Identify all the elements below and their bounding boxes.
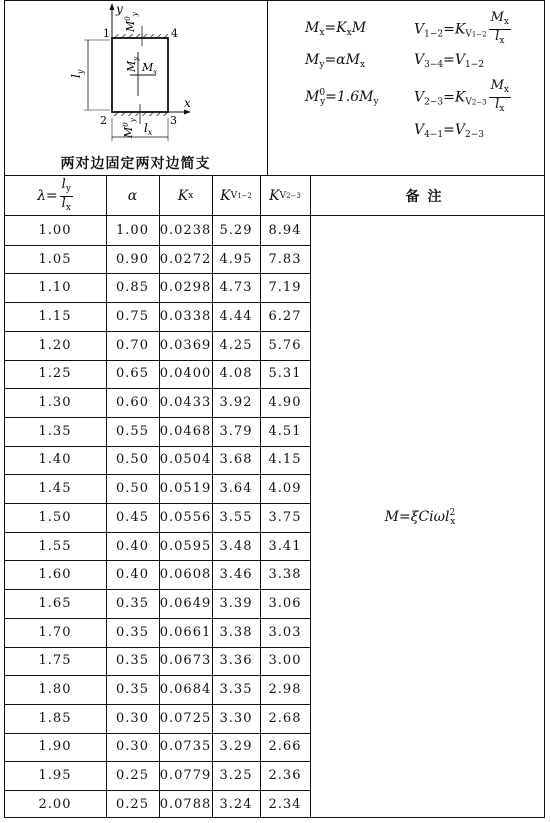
axis-y-label: y (116, 2, 123, 16)
cell-alpha: 0.65 (116, 366, 149, 382)
moment-top-label: M (124, 20, 137, 32)
corner-2-label: 2 (100, 114, 107, 127)
cell-alpha: 0.85 (116, 280, 149, 296)
x-axis-arrow-icon (184, 110, 191, 115)
cell-kv23: 2.36 (268, 768, 302, 784)
divider-top-vertical (267, 0, 268, 176)
cell-kv12: 3.68 (219, 452, 253, 468)
cell-lambda: 1.40 (38, 452, 72, 468)
cell-lambda: 1.55 (38, 538, 72, 554)
svg-text:My (125, 56, 140, 73)
cell-kv12: 3.35 (219, 682, 253, 698)
moment-my-sub: y (132, 56, 140, 61)
cell-kv12: 3.38 (219, 624, 253, 640)
cell-lambda: 1.05 (38, 251, 72, 267)
formula-mx: $M_x=K_xM$ (305, 20, 367, 38)
cell-kv23: 2.34 (268, 796, 302, 812)
cell-lambda: 1.50 (38, 509, 72, 525)
plate-diagram (60, 0, 210, 150)
cell-kx: 0.0238 (159, 222, 212, 238)
cell-kx: 0.0608 (159, 567, 212, 583)
cell-kx: 0.0504 (159, 452, 212, 468)
moment-bottom-edge (122, 104, 140, 139)
cell-alpha: 0.60 (116, 395, 149, 411)
cell-lambda: 1.10 (38, 280, 72, 296)
formula-my: $M_y=\alpha M_x$ (305, 52, 366, 70)
y-axis-arrow-icon (110, 3, 115, 10)
cell-kv12: 4.25 (219, 337, 253, 353)
cell-lambda: 1.75 (38, 653, 72, 669)
cell-alpha: 0.40 (116, 567, 149, 583)
cell-alpha: 0.35 (116, 624, 149, 640)
cell-kx: 0.0661 (159, 624, 212, 640)
svg-text:lx (144, 121, 153, 137)
moment-top-sub: y (131, 12, 139, 17)
ly-sub: y (76, 69, 85, 75)
svg-text:ly (69, 69, 85, 78)
cell-kx: 0.0369 (159, 337, 212, 353)
cell-kx: 0.0272 (159, 251, 212, 267)
formula-my0: $M^0_y=1.6M_y$ (305, 88, 379, 107)
cell-kv12: 3.64 (219, 481, 253, 497)
cell-kx: 0.0673 (159, 653, 212, 669)
moment-bottom-label: M (122, 126, 135, 138)
moment-top-sup: 0 (124, 16, 132, 21)
cell-alpha: 0.50 (116, 481, 149, 497)
cell-alpha: 0.35 (116, 653, 149, 669)
formula-v12: $V_{1-2}=K_{V1-2}$ $\frac{M_x}{l_x}$ (414, 10, 509, 46)
cell-kv23: 7.83 (268, 251, 302, 267)
cell-alpha: 0.75 (116, 308, 149, 324)
corner-4-label: 4 (171, 27, 178, 40)
remarks-formula: M=ξCiωl$^2_x$ (384, 508, 456, 527)
cell-kv12: 4.44 (219, 308, 253, 324)
cell-kv23: 3.38 (268, 567, 302, 583)
cell-kv12: 3.46 (219, 567, 253, 583)
cell-lambda: 1.70 (38, 624, 72, 640)
cell-alpha: 0.25 (116, 768, 149, 784)
cell-kv23: 4.51 (268, 423, 302, 439)
cell-kv23: 3.75 (268, 509, 302, 525)
cell-kv23: 4.09 (268, 481, 302, 497)
cell-kv23: 5.76 (268, 337, 302, 353)
corner-1-label: 1 (103, 27, 110, 40)
cell-kx: 0.0298 (159, 280, 212, 296)
cell-kx: 0.0338 (159, 308, 212, 324)
cell-kx: 0.0649 (159, 595, 212, 611)
cell-kv12: 4.95 (219, 251, 253, 267)
cell-kv23: 6.27 (268, 308, 302, 324)
cell-kv12: 3.24 (219, 796, 253, 812)
cell-kv23: 2.66 (268, 739, 302, 755)
cell-kv23: 3.03 (268, 624, 302, 640)
axis-x-label: x (184, 96, 191, 110)
header-alpha: α (127, 188, 138, 204)
cell-kv23: 7.19 (268, 280, 302, 296)
cell-alpha: 0.30 (116, 739, 149, 755)
cell-kv12: 5.29 (219, 222, 253, 238)
cell-lambda: 1.35 (38, 423, 72, 439)
cell-kv12: 3.79 (219, 423, 253, 439)
cell-kv12: 3.92 (219, 395, 253, 411)
moment-center (125, 52, 157, 96)
cell-lambda: 1.60 (38, 567, 72, 583)
formula-v34: $V_{3-4}=V_{1-2}$ (414, 52, 484, 70)
cell-kx: 0.0779 (159, 768, 212, 784)
cell-kv12: 3.36 (219, 653, 253, 669)
cell-kx: 0.0433 (159, 395, 212, 411)
cell-lambda: 1.80 (38, 682, 72, 698)
cell-kv23: 4.90 (268, 395, 302, 411)
cell-kv12: 4.08 (219, 366, 253, 382)
cell-kv12: 3.39 (219, 595, 253, 611)
cell-kx: 0.0788 (159, 796, 212, 812)
header-kx: K x (177, 188, 194, 204)
cell-kx: 0.0400 (159, 366, 212, 382)
cell-kv12: 3.30 (219, 710, 253, 726)
cell-kv23: 5.31 (268, 366, 302, 382)
svg-text:M0y (122, 117, 137, 139)
cell-kx: 0.0735 (159, 739, 212, 755)
cell-alpha: 0.35 (116, 682, 149, 698)
cell-lambda: 1.65 (38, 595, 72, 611)
cell-alpha: 0.90 (116, 251, 149, 267)
formula-v41: $V_{4-1}=V_{2-3}$ (414, 122, 484, 140)
cell-kx: 0.0725 (159, 710, 212, 726)
cell-lambda: 1.25 (38, 366, 72, 382)
corner-3-label: 3 (170, 114, 177, 127)
cell-lambda: 1.45 (38, 481, 72, 497)
cell-kv12: 3.48 (219, 538, 253, 554)
cell-alpha: 0.30 (116, 710, 149, 726)
svg-text:Mx (141, 61, 157, 76)
cell-alpha: 0.55 (116, 423, 149, 439)
moment-my-label: M (125, 60, 138, 72)
moment-bottom-sub: y (129, 118, 137, 123)
cell-alpha: 0.40 (116, 538, 149, 554)
moment-mx-sub: x (153, 68, 158, 76)
cell-kv23: 2.98 (268, 682, 302, 698)
dimension-ly (69, 40, 110, 110)
cell-kv23: 3.06 (268, 595, 302, 611)
header-remarks: 备注 (405, 189, 450, 205)
cell-kv23: 4.15 (268, 452, 302, 468)
cell-lambda: 1.20 (38, 337, 72, 353)
cell-kv12: 3.55 (219, 509, 253, 525)
cell-kv23: 3.00 (268, 653, 302, 669)
cell-alpha: 1.00 (116, 222, 149, 238)
cell-kx: 0.0684 (159, 682, 212, 698)
cell-kv12: 3.25 (219, 768, 253, 784)
cell-lambda: 1.15 (38, 308, 72, 324)
col-divider-5 (310, 176, 311, 818)
cell-kv23: 2.68 (268, 710, 302, 726)
header-kv23: K V 2−3 (269, 188, 301, 204)
cell-kx: 0.0556 (159, 509, 212, 525)
cell-lambda: 1.85 (38, 710, 72, 726)
cell-kx: 0.0519 (159, 481, 212, 497)
formula-v23: $V_{2-3}=K_{V2-3}$ $\frac{M_x}{l_x}$ (414, 78, 509, 114)
lx-sub: x (147, 128, 153, 137)
cell-kv23: 3.41 (268, 538, 302, 554)
cell-lambda: 1.95 (38, 768, 72, 784)
cell-kv23: 8.94 (268, 222, 302, 238)
moment-top-edge (124, 11, 142, 46)
cell-alpha: 0.70 (116, 337, 149, 353)
cell-lambda: 1.00 (38, 222, 72, 238)
cell-lambda: 1.90 (38, 739, 72, 755)
cell-kx: 0.0468 (159, 423, 212, 439)
header-lambda: λ= $\frac{l_y}{l_x}$ (37, 176, 71, 213)
lx-label: l (144, 121, 148, 135)
svg-text:M0y (124, 11, 139, 33)
cell-kv12: 4.73 (219, 280, 253, 296)
ly-label: l (69, 74, 83, 78)
cell-lambda: 1.30 (38, 395, 72, 411)
cell-kv12: 3.29 (219, 739, 253, 755)
cell-alpha: 0.35 (116, 595, 149, 611)
diagram-caption: 两对边固定两对边简支 (60, 156, 211, 172)
header-kv12: K V 1−2 (220, 188, 252, 204)
cell-alpha: 0.45 (116, 509, 149, 525)
cell-kx: 0.0595 (159, 538, 212, 554)
cell-alpha: 0.50 (116, 452, 149, 468)
moment-mx-label: M (142, 61, 154, 74)
moment-bottom-sup: 0 (122, 122, 130, 127)
cell-lambda: 2.00 (38, 796, 72, 812)
cell-alpha: 0.25 (116, 796, 149, 812)
